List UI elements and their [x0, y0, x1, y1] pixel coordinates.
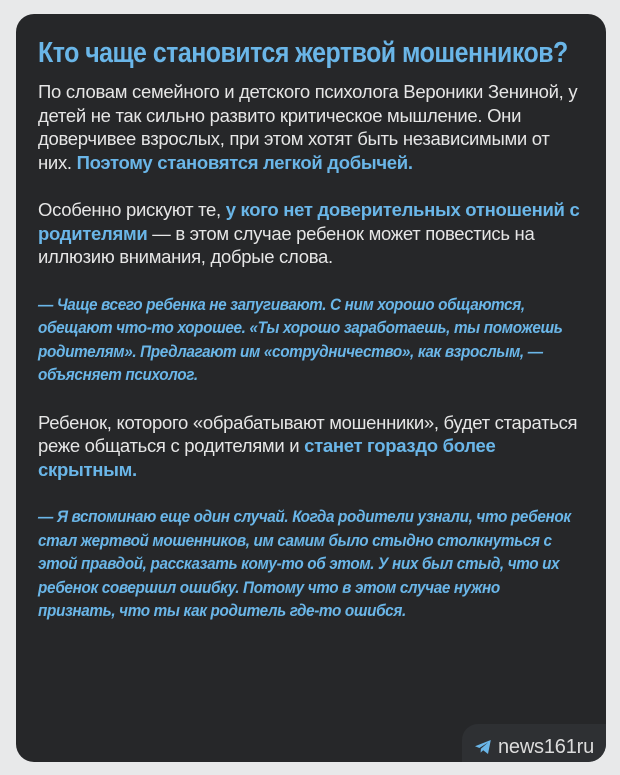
quote-1: — Чаще всего ребенка не запугивают. С ним хорошо общаются, обещают что-то хорошее. «Ты хорошо заработаешь, ты поможешь родителям». Предлагают им «сотрудничество», как взрослым, — объясняет психолог.	[38, 294, 563, 384]
paragraph-2-highlight: у кого нет доверительных отношений с родителями	[38, 199, 580, 244]
article-body	[38, 36, 586, 647]
paragraph-3-text: Ребенок, которого «обрабатывают мошенники», будет стараться реже общаться с родителями и	[38, 411, 578, 456]
brand-badge[interactable]	[462, 724, 606, 762]
quote-2: — Я вспоминаю еще один случай. Когда родители узнали, что ребенок стал жертвой мошенников, им самим было стыдно столкнуться с этой правдой, рассказать кому-то об этом. У них был стыд, что их ребенок совершил ошибку. Потому что в этом случае нужно признать, что ты как родитель где-то ошибся.	[38, 507, 571, 620]
brand-name: news161ru	[497, 735, 595, 758]
telegram-icon	[474, 739, 492, 755]
paragraph-2	[38, 198, 586, 269]
paragraph-3-highlight: станет гораздо более скрытным.	[38, 435, 496, 480]
paragraph-1-highlight: Поэтому становятся легкой добычей.	[76, 151, 413, 173]
paragraph-2-text-before: Особенно рискуют те,	[38, 199, 226, 220]
article-title: Кто чаще становится жертвой мошенников?	[38, 37, 568, 69]
paragraph-1-text: По словам семейного и детского психолога Вероники Зениной, у детей не так сильно развито критическое мышление. Они доверчивее взрослых, при этом хотят быть независимыми от них.	[38, 81, 578, 173]
paragraph-2-text-after: — в этом случае ребенок может повестись на иллюзию внимания, добрые слова.	[38, 222, 535, 267]
paragraph-1	[38, 80, 586, 174]
post-card	[16, 14, 606, 762]
paragraph-3	[38, 411, 586, 482]
